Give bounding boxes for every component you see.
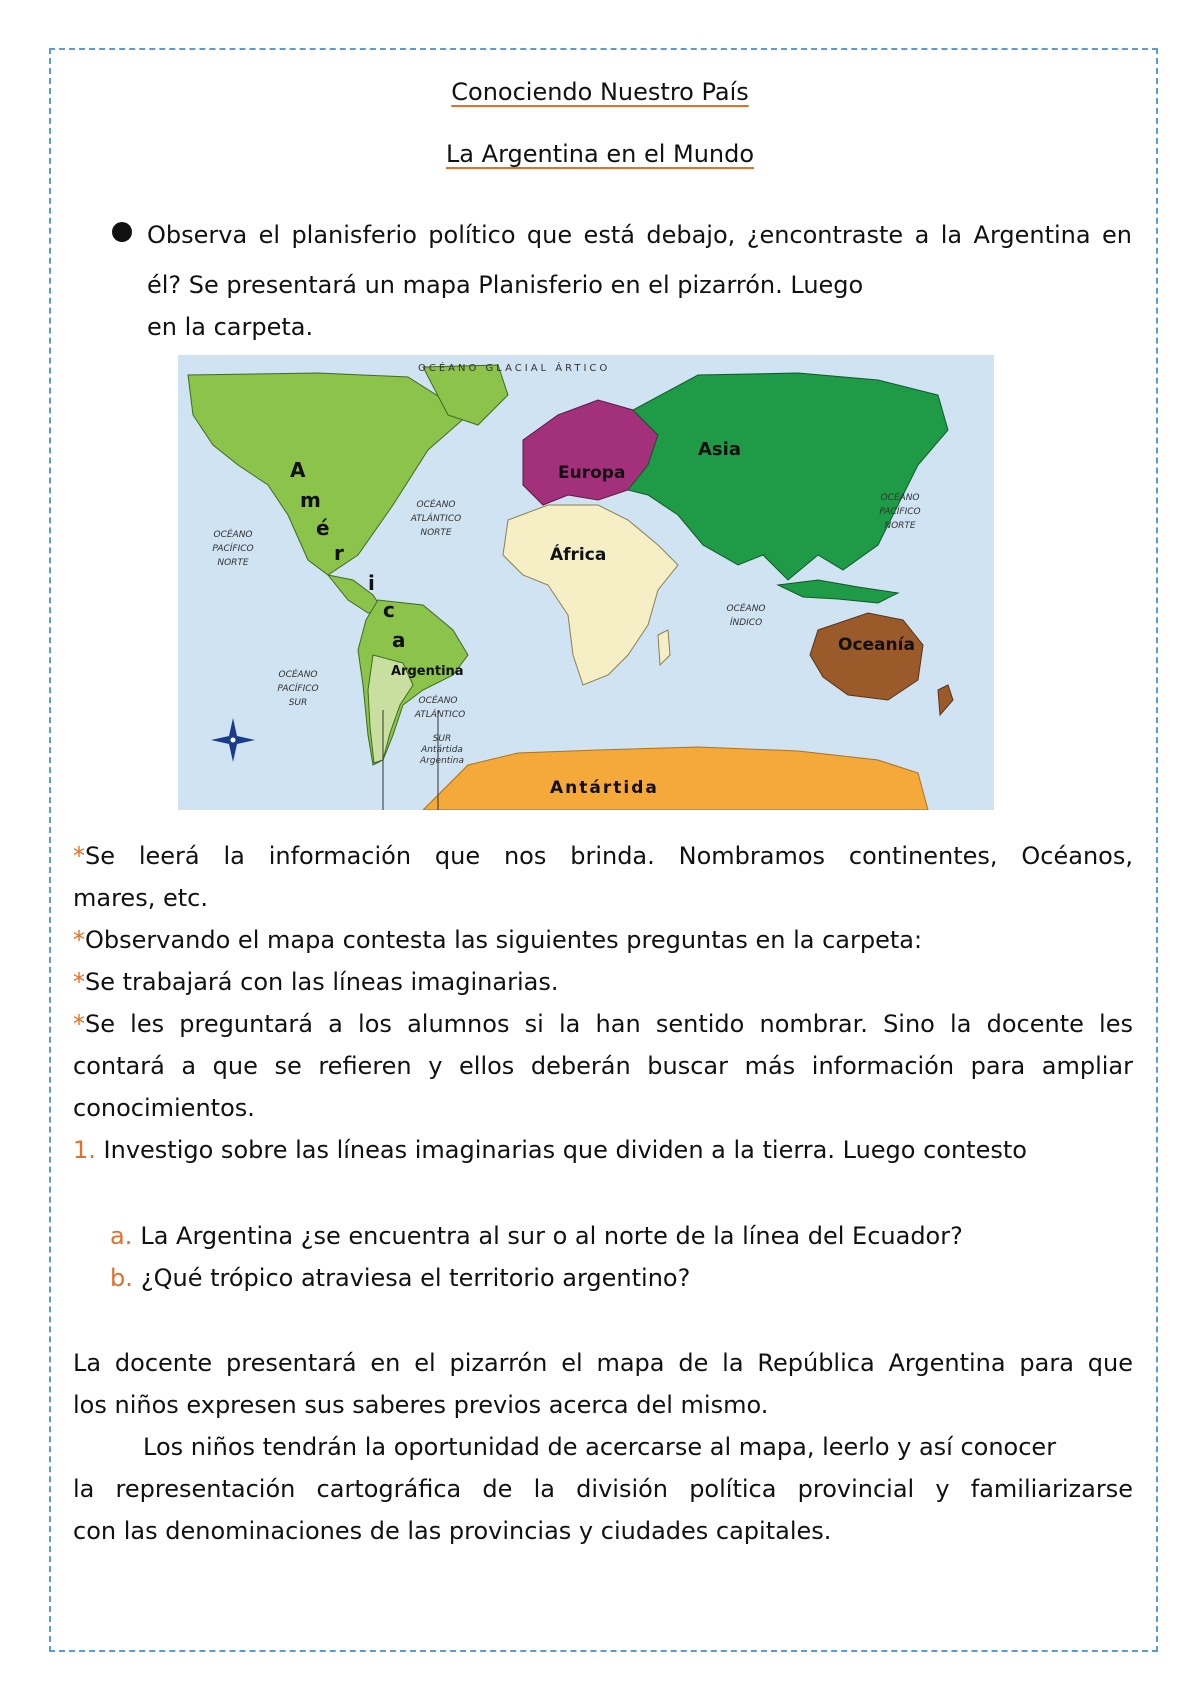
question-label: a. (110, 1222, 133, 1250)
asterisk-mark: * (73, 968, 85, 996)
america-letter-5: i (368, 571, 375, 595)
ocean-atlantic-south-label-2: ATLÁNTICO (414, 710, 466, 720)
asterisk-mark: * (73, 842, 85, 870)
ocean-pacific-north-left-label-1: OCÉANO (213, 530, 253, 540)
america-letter-1: A (290, 458, 306, 482)
america-letter-7: a (392, 628, 406, 652)
question-b: b. ¿Qué trópico atraviesa el territorio argentino? (110, 1264, 691, 1292)
ocean-atlantic-north-label-3: NORTE (420, 528, 452, 538)
ocean-pacific-north-left-label-3: NORTE (217, 558, 249, 568)
ocean-arctic-label: OCÉANO GLACIAL ÁRTICO (418, 363, 611, 374)
ocean-atlantic-north-label-1: OCÉANO (416, 500, 456, 510)
closing-line-1: La docente presentará en el pizarrón el mapa de la República Argentina para que (73, 1349, 1133, 1377)
instruction-line-1: *Se leerá la información que nos brinda. Nombramos continentes, Océanos, (73, 842, 1133, 870)
asia-label: Asia (698, 439, 741, 460)
intro-text-end: en la carpeta. (147, 313, 314, 341)
africa-label: África (550, 545, 607, 565)
closing-line-4: la representación cartográfica de la división política provincial y familiarizarse (73, 1475, 1133, 1503)
intro-paragraph (147, 210, 1132, 352)
ocean-atlantic-north-label-2: ATLÁNTICO (410, 514, 462, 524)
closing-line-2: los niños expresen sus saberes previos acerca del mismo. (73, 1391, 769, 1419)
bullet-dot-icon (112, 222, 132, 242)
item-number: 1. (73, 1136, 96, 1164)
ocean-atlantic-south-label-1: OCÉANO (418, 696, 458, 706)
oceania-label: Oceanía (838, 635, 915, 655)
instruction-line-5: *Se les preguntará a los alumnos si la han sentido nombrar. Sino la docente les (73, 1010, 1133, 1038)
sector-label-3: Argentina (419, 756, 465, 766)
numbered-item-1: 1. Investigo sobre las líneas imaginarias que dividen a la tierra. Luego contesto (73, 1136, 1027, 1164)
america-letter-6: c (383, 598, 395, 622)
ocean-indian-label-2: ÍNDICO (729, 618, 763, 628)
asterisk-mark: * (73, 926, 85, 954)
instructions-block (73, 835, 1133, 1171)
ocean-indian-label-1: OCÉANO (726, 604, 766, 614)
closing-line-5: con las denominaciones de las provincias y ciudades capitales. (73, 1517, 832, 1545)
america-letter-3: é (316, 516, 330, 540)
america-letter-4: r (334, 541, 344, 565)
sector-label-1: SUR (432, 734, 452, 744)
sector-label-2: Antártida (421, 745, 463, 755)
ocean-pacific-south-label-1: OCÉANO (278, 670, 318, 680)
instruction-line-7: conocimientos. (73, 1094, 255, 1122)
ocean-pacific-north-right-label-1: OCÉANO (880, 493, 920, 503)
instruction-line-3: *Observando el mapa contesta las siguientes preguntas en la carpeta: (73, 926, 923, 954)
america-letter-2: m (300, 488, 321, 512)
instruction-line-4: *Se trabajará con las líneas imaginarias. (73, 968, 559, 996)
question-label: b. (110, 1264, 133, 1292)
intro-text: Observa el planisferio político que está debajo, ¿encontraste a la Argentina en él? Se presentará un mapa Planisferio en el pizarrón. Luego (147, 221, 1132, 299)
ocean-pacific-north-right-label-3: NORTE (884, 521, 916, 531)
closing-block (73, 1342, 1133, 1552)
asterisk-mark: * (73, 1010, 85, 1038)
ocean-pacific-south-label-3: SUR (288, 698, 308, 708)
closing-line-3: Los niños tendrán la oportunidad de acercarse al mapa, leerlo y así conocer (143, 1433, 1057, 1461)
europa-label: Europa (558, 463, 626, 483)
page-title: Conociendo Nuestro País (451, 78, 749, 106)
ocean-pacific-north-right-label-2: PACÍFICO (879, 507, 921, 517)
question-a: a. La Argentina ¿se encuentra al sur o al norte de la línea del Ecuador? (110, 1222, 963, 1250)
instruction-line-6: contará a que se refieren y ellos deberán buscar más información para ampliar (73, 1052, 1133, 1080)
instruction-line-2: mares, etc. (73, 884, 208, 912)
world-map (178, 355, 994, 810)
argentina-label: Argentina (391, 664, 464, 679)
ocean-pacific-south-label-2: PACÍFICO (277, 684, 319, 694)
antartida-label: Antártida (550, 778, 659, 798)
ocean-pacific-north-left-label-2: PACÍFICO (212, 544, 254, 554)
page-subtitle: La Argentina en el Mundo (445, 140, 755, 168)
